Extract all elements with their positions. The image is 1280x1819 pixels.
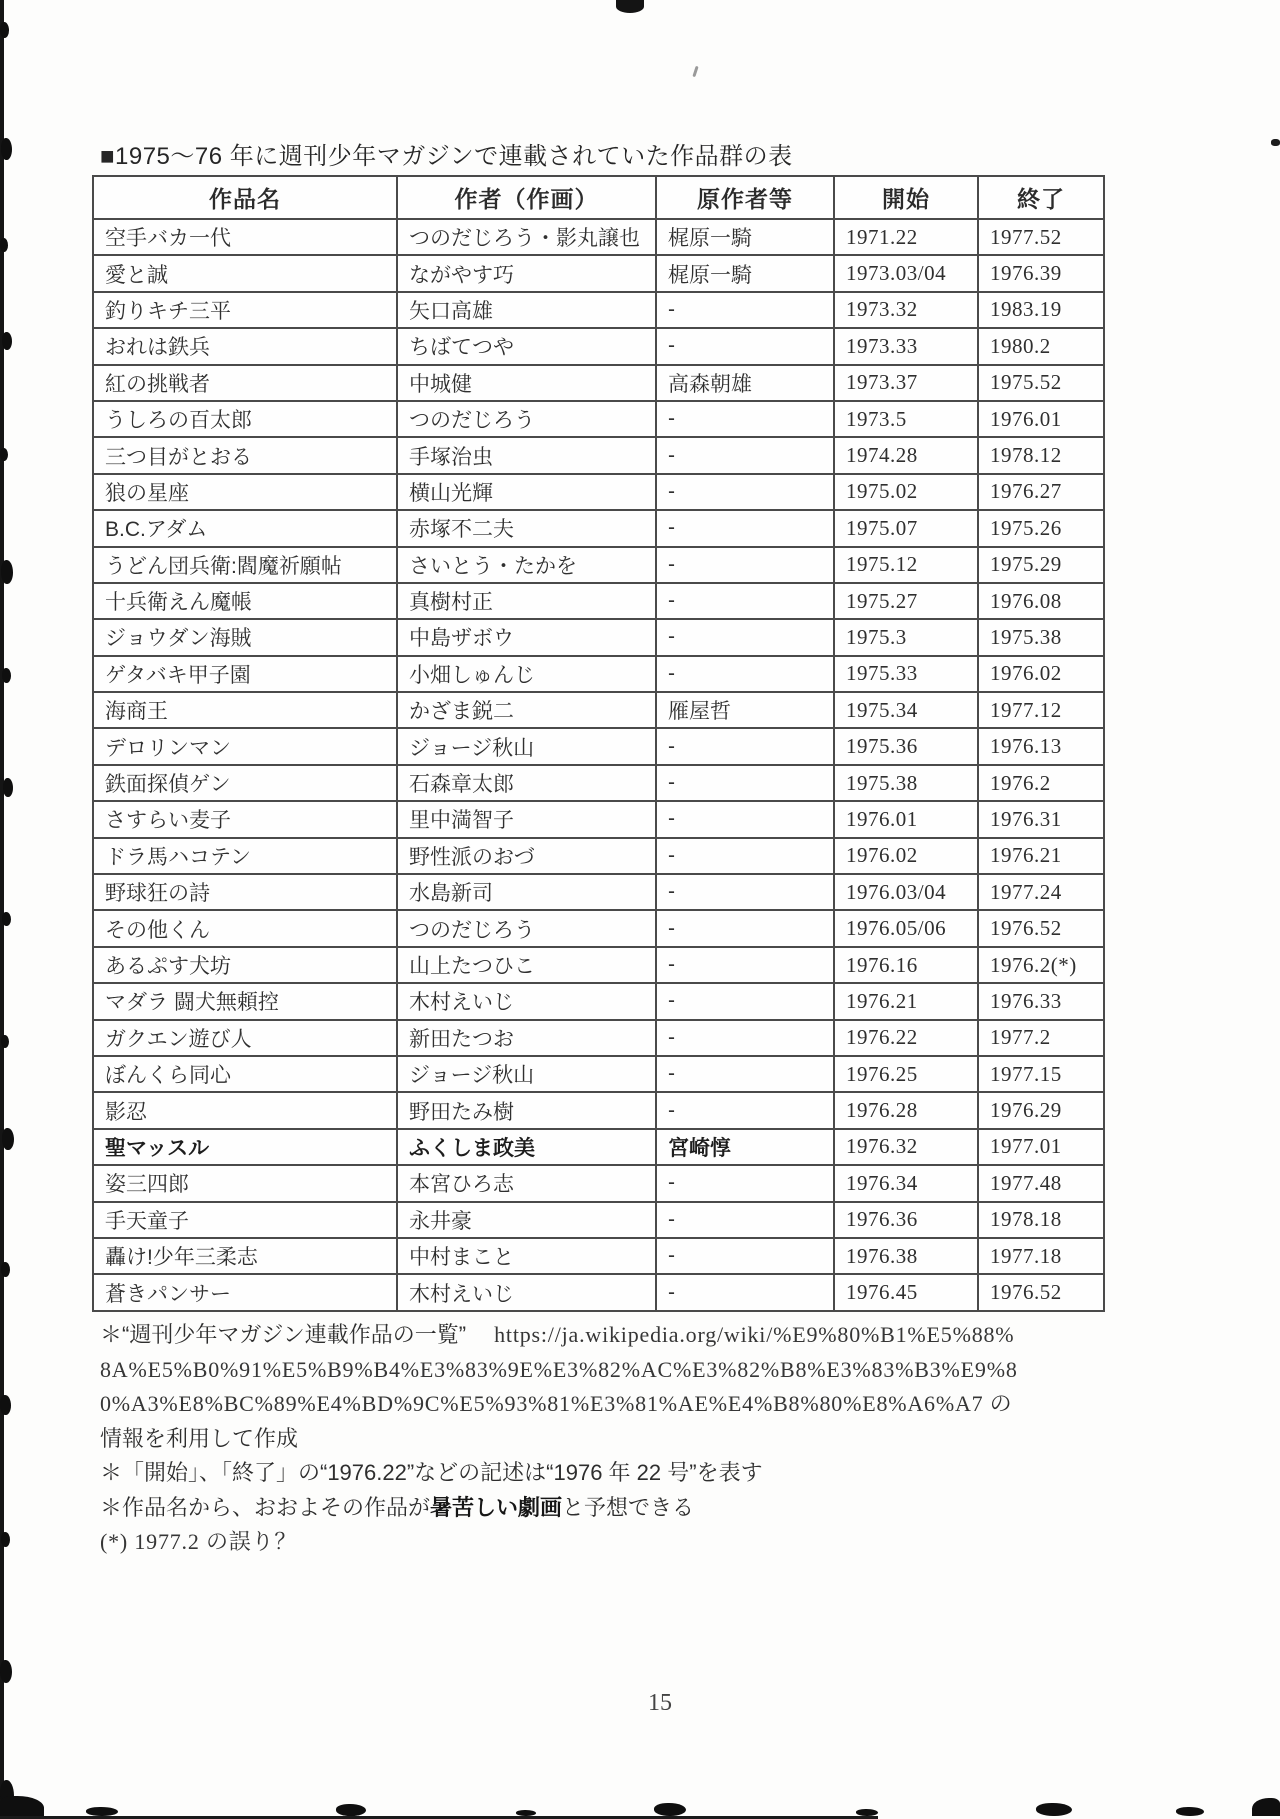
table-row [93, 1092, 1104, 1128]
table-row [93, 255, 1104, 291]
cell-start: 1973.5 [834, 401, 978, 437]
cell-original-author: - [656, 983, 834, 1019]
cell-end: 1977.24 [978, 874, 1104, 910]
cell-artist: かざま鋭二 [397, 692, 656, 728]
footnote-source-line4: 情報を利用して作成 [100, 1425, 299, 1451]
cell-artist: 水島新司 [397, 874, 656, 910]
table-row [93, 1274, 1104, 1310]
table-row [93, 1020, 1104, 1056]
header-artist: 作者（作画） [397, 176, 656, 219]
cell-start: 1976.01 [834, 801, 978, 837]
cell-title: ドラ馬ハコテン [93, 838, 397, 874]
scan-blot-top [616, 0, 644, 13]
table-row [93, 474, 1104, 510]
cell-start: 1976.22 [834, 1020, 978, 1056]
table-row [93, 1056, 1104, 1092]
table-row [93, 547, 1104, 583]
cell-end: 1977.15 [978, 1056, 1104, 1092]
footnote-source-url-2: 8A%E5%B0%91%E5%B9%B4%E3%83%9E%E3%82%AC%E3%82%B8%E3%83%B3%E9%8 [100, 1356, 1018, 1382]
footnote-source-line3 [100, 1387, 1130, 1422]
cell-end: 1976.33 [978, 983, 1104, 1019]
cell-title: 野球狂の詩 [93, 874, 397, 910]
cell-end: 1977.12 [978, 692, 1104, 728]
cell-end: 1976.13 [978, 728, 1104, 764]
table-row [93, 983, 1104, 1019]
page-title: ■1975～76 年に週刊少年マガジンで連載されていた作品群の表 [100, 143, 793, 170]
cell-artist: つのだじろう [397, 401, 656, 437]
cell-start: 1976.28 [834, 1092, 978, 1128]
cell-title: ぼんくら同心 [93, 1056, 397, 1092]
scan-speck [692, 66, 698, 77]
cell-original-author: - [656, 1238, 834, 1274]
footnote-source-suffix: の [983, 1391, 1012, 1416]
cell-original-author: - [656, 765, 834, 801]
cell-artist: 永井豪 [397, 1202, 656, 1238]
footnote-erratum: (*) 1977.2 の誤り？ [100, 1529, 298, 1554]
cell-title: 蒼きパンサー [93, 1274, 397, 1310]
cell-artist: 真樹村正 [397, 583, 656, 619]
cell-end: 1976.02 [978, 656, 1104, 692]
cell-title: 十兵衛えん魔帳 [93, 583, 397, 619]
table-row [93, 838, 1104, 874]
table-row [93, 510, 1104, 546]
cell-title: 空手バカ一代 [93, 219, 397, 255]
cell-artist: 中村まこと [397, 1238, 656, 1274]
cell-original-author: - [656, 292, 834, 328]
cell-start: 1975.38 [834, 765, 978, 801]
cell-artist: つのだじろう [397, 910, 656, 946]
cell-original-author: - [656, 437, 834, 473]
header-end: 終了 [978, 176, 1104, 219]
cell-artist: ちばてつや [397, 328, 656, 364]
scan-speck-right [1271, 139, 1280, 146]
cell-start: 1976.34 [834, 1165, 978, 1201]
cell-artist: 新田たつお [397, 1020, 656, 1056]
table-row [93, 728, 1104, 764]
cell-end: 1977.2 [978, 1020, 1104, 1056]
cell-artist: ジョージ秋山 [397, 728, 656, 764]
cell-start: 1975.12 [834, 547, 978, 583]
cell-end: 1977.01 [978, 1129, 1104, 1165]
cell-artist: 木村えいじ [397, 983, 656, 1019]
cell-title: 釣りキチ三平 [93, 292, 397, 328]
cell-title: ゲタバキ甲子園 [93, 656, 397, 692]
cell-start: 1976.38 [834, 1238, 978, 1274]
cell-start: 1975.27 [834, 583, 978, 619]
cell-title: 手天童子 [93, 1202, 397, 1238]
footnote-source-label: ＊“週刊少年マガジン連載作品の一覧” [100, 1322, 467, 1347]
cell-end: 1976.52 [978, 910, 1104, 946]
cell-artist: ジョージ秋山 [397, 1056, 656, 1092]
cell-original-author: - [656, 474, 834, 510]
cell-original-author: - [656, 1056, 834, 1092]
cell-title: 影忍 [93, 1092, 397, 1128]
cell-original-author: - [656, 947, 834, 983]
footnote-source-url-1: https://ja.wikipedia.org/wiki/%E9%80%B1%E5%88% [494, 1322, 1015, 1347]
cell-end: 1977.52 [978, 219, 1104, 255]
cell-title: ガクエン遊び人 [93, 1020, 397, 1056]
cell-start: 1976.36 [834, 1202, 978, 1238]
cell-original-author: - [656, 838, 834, 874]
cell-end: 1976.52 [978, 1274, 1104, 1310]
cell-artist: 赤塚不二夫 [397, 510, 656, 546]
cell-original-author: - [656, 656, 834, 692]
cell-start: 1973.32 [834, 292, 978, 328]
cell-original-author: 高森朝雄 [656, 365, 834, 401]
cell-original-author: - [656, 801, 834, 837]
cell-start: 1971.22 [834, 219, 978, 255]
header-original-author: 原作者等 [656, 176, 834, 219]
table-row [93, 874, 1104, 910]
cell-title: 紅の挑戦者 [93, 365, 397, 401]
table-row [93, 1238, 1104, 1274]
cell-artist: ながやす巧 [397, 255, 656, 291]
cell-artist: 木村えいじ [397, 1274, 656, 1310]
cell-start: 1975.07 [834, 510, 978, 546]
cell-original-author: - [656, 510, 834, 546]
cell-original-author: - [656, 619, 834, 655]
table-row [93, 1129, 1104, 1165]
cell-end: 1976.27 [978, 474, 1104, 510]
cell-start: 1975.3 [834, 619, 978, 655]
cell-artist: 石森章太郎 [397, 765, 656, 801]
cell-end: 1978.12 [978, 437, 1104, 473]
table-row [93, 583, 1104, 619]
cell-end: 1976.2 [978, 765, 1104, 801]
table-row [93, 401, 1104, 437]
cell-artist: つのだじろう・影丸譲也 [397, 219, 656, 255]
cell-end: 1975.38 [978, 619, 1104, 655]
cell-end: 1976.08 [978, 583, 1104, 619]
cell-original-author: 雁屋哲 [656, 692, 834, 728]
cell-artist: 野田たみ樹 [397, 1092, 656, 1128]
footnote-prediction-note: ＊作品名から、おおよその作品が暑苦しい劇画と予想できる [100, 1494, 695, 1520]
footnote-source-url-3: 0%A3%E8%BC%89%E4%BD%9C%E5%93%81%E3%81%AE%E4%B8%80%E8%A6%A7 [100, 1391, 984, 1416]
cell-title: ジョウダン海賊 [93, 619, 397, 655]
cell-title: あるぷす犬坊 [93, 947, 397, 983]
cell-title: 狼の星座 [93, 474, 397, 510]
cell-artist: 矢口高雄 [397, 292, 656, 328]
cell-title: 聖マッスル [93, 1129, 397, 1165]
table-row [93, 1202, 1104, 1238]
cell-original-author: - [656, 547, 834, 583]
cell-artist: 本宮ひろ志 [397, 1165, 656, 1201]
cell-start: 1974.28 [834, 437, 978, 473]
cell-start: 1976.16 [834, 947, 978, 983]
cell-end: 1976.2(*) [978, 947, 1104, 983]
cell-end: 1980.2 [978, 328, 1104, 364]
cell-start: 1975.36 [834, 728, 978, 764]
cell-original-author: - [656, 1092, 834, 1128]
table-row [93, 219, 1104, 255]
table-row [93, 801, 1104, 837]
cell-end: 1975.26 [978, 510, 1104, 546]
table-row [93, 619, 1104, 655]
cell-title: B.C.アダム [93, 510, 397, 546]
cell-artist: さいとう・たかを [397, 547, 656, 583]
cell-original-author: - [656, 328, 834, 364]
cell-title: うしろの百太郎 [93, 401, 397, 437]
cell-original-author: - [656, 401, 834, 437]
page-number: 15 [648, 1690, 672, 1716]
cell-title: 三つ目がとおる [93, 437, 397, 473]
cell-start: 1976.05/06 [834, 910, 978, 946]
cell-title: 轟け!少年三柔志 [93, 1238, 397, 1274]
cell-end: 1976.01 [978, 401, 1104, 437]
cell-artist: ふくしま政美 [397, 1129, 656, 1165]
table-row [93, 692, 1104, 728]
cell-artist: 里中満智子 [397, 801, 656, 837]
table-header-row [93, 176, 1104, 219]
cell-end: 1976.31 [978, 801, 1104, 837]
cell-original-author: - [656, 728, 834, 764]
cell-title: 愛と誠 [93, 255, 397, 291]
cell-end: 1977.18 [978, 1238, 1104, 1274]
table-row [93, 765, 1104, 801]
cell-end: 1976.29 [978, 1092, 1104, 1128]
cell-original-author: 梶原一騎 [656, 255, 834, 291]
cell-title: うどん団兵衛:閻魔祈願帖 [93, 547, 397, 583]
cell-end: 1975.29 [978, 547, 1104, 583]
cell-original-author: - [656, 1274, 834, 1310]
table-row [93, 292, 1104, 328]
cell-start: 1973.03/04 [834, 255, 978, 291]
cell-title: 海商王 [93, 692, 397, 728]
cell-artist: 小畑しゅんじ [397, 656, 656, 692]
cell-artist: 中島ザボウ [397, 619, 656, 655]
cell-title: 鉄面探偵ゲン [93, 765, 397, 801]
cell-end: 1977.48 [978, 1165, 1104, 1201]
cell-original-author: - [656, 1165, 834, 1201]
header-title: 作品名 [93, 176, 397, 219]
cell-original-author: - [656, 1202, 834, 1238]
cell-start: 1976.03/04 [834, 874, 978, 910]
cell-title: デロリンマン [93, 728, 397, 764]
cell-start: 1975.33 [834, 656, 978, 692]
table-row [93, 947, 1104, 983]
cell-original-author: 宮崎惇 [656, 1129, 834, 1165]
cell-original-author: - [656, 874, 834, 910]
cell-start: 1976.25 [834, 1056, 978, 1092]
cell-artist: 中城健 [397, 365, 656, 401]
cell-end: 1976.21 [978, 838, 1104, 874]
cell-artist: 山上たつひこ [397, 947, 656, 983]
cell-artist: 横山光輝 [397, 474, 656, 510]
cell-original-author: - [656, 1020, 834, 1056]
cell-start: 1975.34 [834, 692, 978, 728]
header-start: 開始 [834, 176, 978, 219]
cell-end: 1983.19 [978, 292, 1104, 328]
cell-start: 1973.37 [834, 365, 978, 401]
cell-artist: 野性派のおづ [397, 838, 656, 874]
cell-title: 姿三四郎 [93, 1165, 397, 1201]
footnote-source-line1 [100, 1318, 1130, 1353]
table-row [93, 910, 1104, 946]
cell-title: マダラ 闘犬無頼控 [93, 983, 397, 1019]
cell-start: 1975.02 [834, 474, 978, 510]
table-row [93, 365, 1104, 401]
cell-original-author: 梶原一騎 [656, 219, 834, 255]
cell-original-author: - [656, 583, 834, 619]
cell-title: さすらい麦子 [93, 801, 397, 837]
table-body [93, 219, 1104, 1311]
serialized-works-table [92, 175, 1105, 1312]
cell-title: その他くん [93, 910, 397, 946]
cell-title: おれは鉄兵 [93, 328, 397, 364]
cell-start: 1976.45 [834, 1274, 978, 1310]
footnote-numbering-note: ＊「開始」、「終了」の“1976.22”などの記述は“1976 年 22 号”を表す [100, 1460, 763, 1485]
table-row [93, 1165, 1104, 1201]
cell-end: 1975.52 [978, 365, 1104, 401]
footnotes [100, 1318, 1130, 1560]
cell-original-author: - [656, 910, 834, 946]
table-row [93, 656, 1104, 692]
cell-start: 1976.32 [834, 1129, 978, 1165]
table-row [93, 437, 1104, 473]
table-row [93, 328, 1104, 364]
cell-end: 1976.39 [978, 255, 1104, 291]
cell-start: 1973.33 [834, 328, 978, 364]
footnote-prediction-bold: 暑苦しい劇画 [430, 1494, 563, 1520]
cell-artist: 手塚治虫 [397, 437, 656, 473]
cell-start: 1976.21 [834, 983, 978, 1019]
cell-end: 1978.18 [978, 1202, 1104, 1238]
cell-start: 1976.02 [834, 838, 978, 874]
